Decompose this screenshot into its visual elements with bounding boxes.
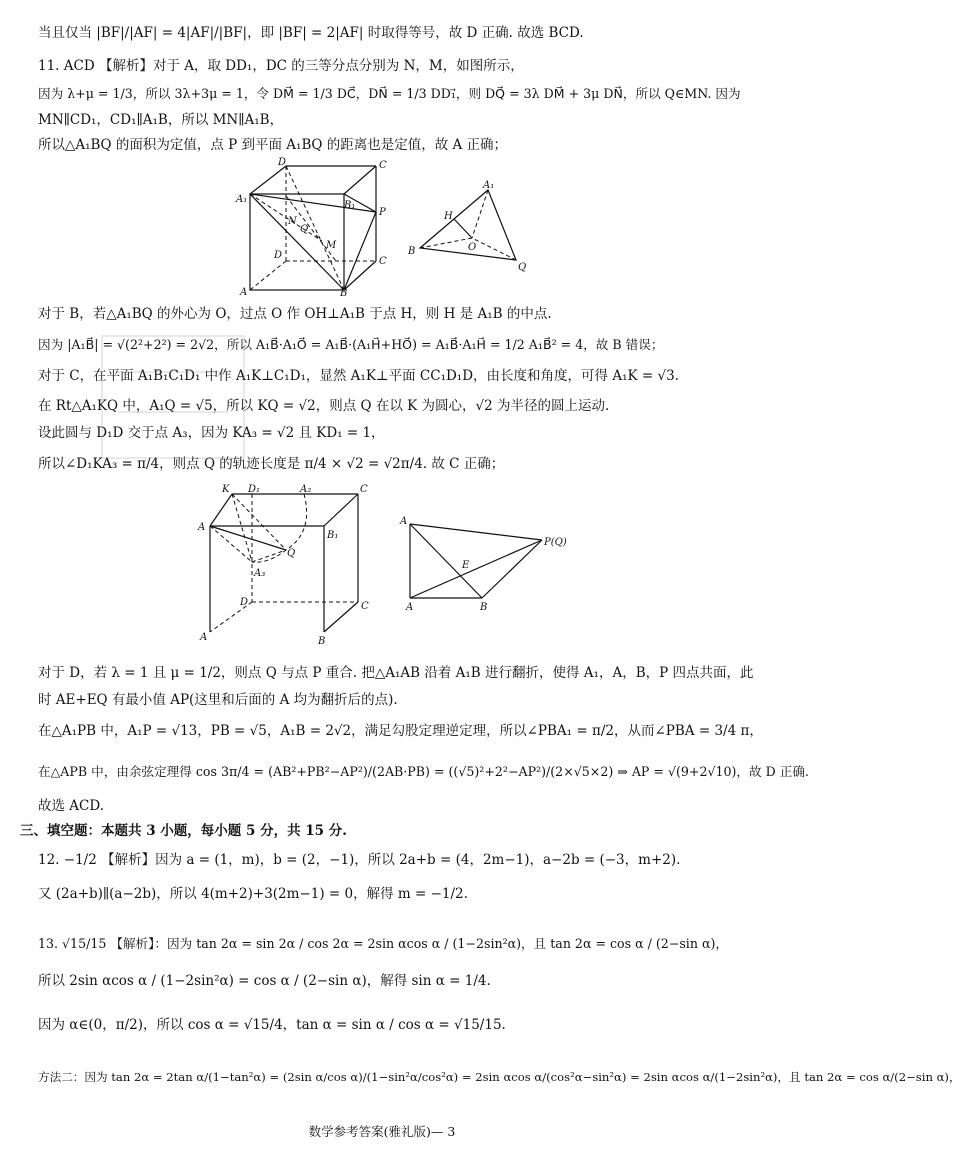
- triangle-figure-2: [406, 178, 536, 273]
- text-line: 故选 ACD.: [38, 798, 105, 814]
- text-line: 又 (2a+b)∥(a−2b)，所以 4(m+2)+3(2m−1) = 0，解得 m = −1/2.: [38, 886, 468, 902]
- figure-label: A₂: [300, 484, 312, 495]
- figure-label: B: [480, 602, 488, 613]
- text-line: 在△A₁PB 中，A₁P = √13，PB = √5，A₁B = 2√2，满足勾股定理逆定理，所以∠PBA₁ = π/2，从而∠PBA = 3/4 π，: [38, 723, 763, 739]
- figure-label: H: [444, 211, 453, 222]
- figure-label: B: [318, 636, 326, 647]
- figure-label: E: [462, 560, 470, 571]
- text-line: 所以△A₁BQ 的面积为定值，点 P 到平面 A₁BQ 的距离也是定值，故 A 正确；: [38, 137, 508, 153]
- figure-label: A₁: [236, 194, 248, 205]
- figure-label: M: [326, 240, 337, 251]
- figure-label: B₁: [327, 530, 339, 541]
- prism-figure-3: [196, 480, 386, 650]
- figure-label: C: [379, 160, 387, 171]
- figure-label: D: [278, 157, 287, 168]
- answer-11-heading: 11. ACD 【解析】对于 A，取 DD₁，DC 的三等分点分别为 N，M，如图所示，: [38, 58, 524, 74]
- figure-label: D: [240, 597, 249, 608]
- text-line: 当且仅当 |BF|/|AF| = 4|AF|/|BF|，即 |BF| = 2|AF| 时取得等号，故 D 正确. 故选 BCD.: [38, 25, 584, 41]
- figure-label: D₁: [248, 484, 261, 495]
- section-heading: 三、填空题：本题共 3 小题，每小题 5 分，共 15 分.: [20, 823, 347, 839]
- figure-label: C: [360, 484, 368, 495]
- figure-label: A: [400, 516, 408, 527]
- text-line: 对于 B，若△A₁BQ 的外心为 O，过点 O 作 OH⊥A₁B 于点 H，则 H 是 A₁B 的中点.: [38, 306, 552, 322]
- figure-label: A₁: [483, 180, 495, 191]
- answer-13: 13. √15/15 【解析】：因为 tan 2α = sin 2α / cos 2α = 2sin αcos α / (1−2sin²α)，且 tan 2α = cos α / (2−sin α)，: [38, 936, 728, 951]
- text-line: 所以∠D₁KA₃ = π/4，则点 Q 的轨迹长度是 π/4 × √2 = √2π/4. 故 C 正确；: [38, 456, 505, 472]
- text-line: 所以 2sin αcos α / (1−2sin²α) = cos α / (2−sin α)，解得 sin α = 1/4.: [38, 973, 491, 989]
- figure-label: P: [379, 207, 386, 218]
- text-line: 设此圆与 D₁D 交于点 A₃，因为 KA₃ = √2 且 KD₁ = 1，: [38, 425, 385, 441]
- text-line: 对于 C，在平面 A₁B₁C₁D₁ 中作 A₁K⊥C₁D₁，显然 A₁K⊥平面 CC₁D₁D，由长度和角度，可得 A₁K = √3.: [38, 368, 679, 384]
- figure-label: K: [222, 484, 230, 495]
- cube-figure-1: [236, 156, 396, 299]
- figure-label: N: [288, 216, 297, 227]
- figure-label: A: [240, 287, 248, 298]
- answer-12: 12. −1/2 【解析】因为 a = (1，m)，b = (2，−1)，所以 2a+b = (4，2m−1)，a−2b = (−3，m+2).: [38, 852, 681, 868]
- text-line: MN∥CD₁，CD₁∥A₁B，所以 MN∥A₁B，: [38, 112, 284, 128]
- figure-label: Q: [518, 262, 527, 273]
- figure-label: A: [200, 632, 208, 643]
- page-footer: 数学参考答案(雅礼版)— 3: [308, 1124, 456, 1139]
- figure-label: B: [340, 288, 348, 299]
- text-line: 在 Rt△A₁KQ 中，A₁Q = √5，所以 KQ = √2，则点 Q 在以 K 为圆心，√2 为半径的圆上运动.: [38, 398, 610, 414]
- figure-label: O: [468, 242, 477, 253]
- figure-label: A: [198, 522, 206, 533]
- text-line: 因为 λ+μ = 1/3，所以 3λ+3μ = 1，令 DM⃗ = 1/3 DC⃗，DN⃗ = 1/3 DD₁⃗，则 DQ⃗ = 3λ DM⃗ + 3μ DN⃗，所以 Q∈MN. 因为: [38, 86, 741, 101]
- figure-label: P(Q): [544, 537, 567, 548]
- text-line: 时 AE+EQ 有最小值 AP(这里和后面的 A 均为翻折后的点).: [38, 692, 398, 708]
- figure-label: B₁: [344, 200, 356, 211]
- fold-figure-4: [396, 512, 586, 612]
- figure-label: Q: [287, 548, 296, 559]
- figure-label: C: [379, 256, 387, 267]
- text-line: 在△APB 中，由余弦定理得 cos 3π/4 = (AB²+PB²−AP²)/(2AB·PB) = ((√5)²+2²−AP²)/(2×√5×2) ⇒ AP = √(9+2√10)，故 D 正确.: [38, 764, 809, 779]
- figure-label: C: [361, 601, 369, 612]
- text-line: 因为 α∈(0，π/2)，所以 cos α = √15/4，tan α = sin α / cos α = √15/15.: [38, 1017, 506, 1033]
- text-line: 方法二：因为 tan 2α = 2tan α/(1−tan²α) = (2sin α/cos α)/(1−sin²α/cos²α) = 2sin αcos α/(cos²α−sin²α) = 2sin αcos α/(1−2sin²α)，且 tan 2α = cos α/(2−sin α)，: [38, 1070, 961, 1084]
- text-line: 因为 |A₁B⃗| = √(2²+2²) = 2√2，所以 A₁B⃗·A₁O⃗ = A₁B⃗·(A₁H⃗+HO⃗) = A₁B⃗·A₁H⃗ = 1/2 A₁B⃗² = 4，故 B 错误；: [38, 337, 664, 352]
- figure-label: B: [408, 246, 416, 257]
- figure-label: Q: [300, 224, 309, 235]
- figure-label: A₃: [254, 568, 266, 579]
- figure-label: A: [406, 602, 414, 613]
- text-line: 对于 D，若 λ = 1 且 μ = 1/2，则点 Q 与点 P 重合. 把△A₁AB 沿着 A₁B 进行翻折，使得 A₁，A，B，P 四点共面，此: [38, 665, 754, 681]
- watermark-stamp: [98, 332, 248, 462]
- figure-label: D: [274, 250, 283, 261]
